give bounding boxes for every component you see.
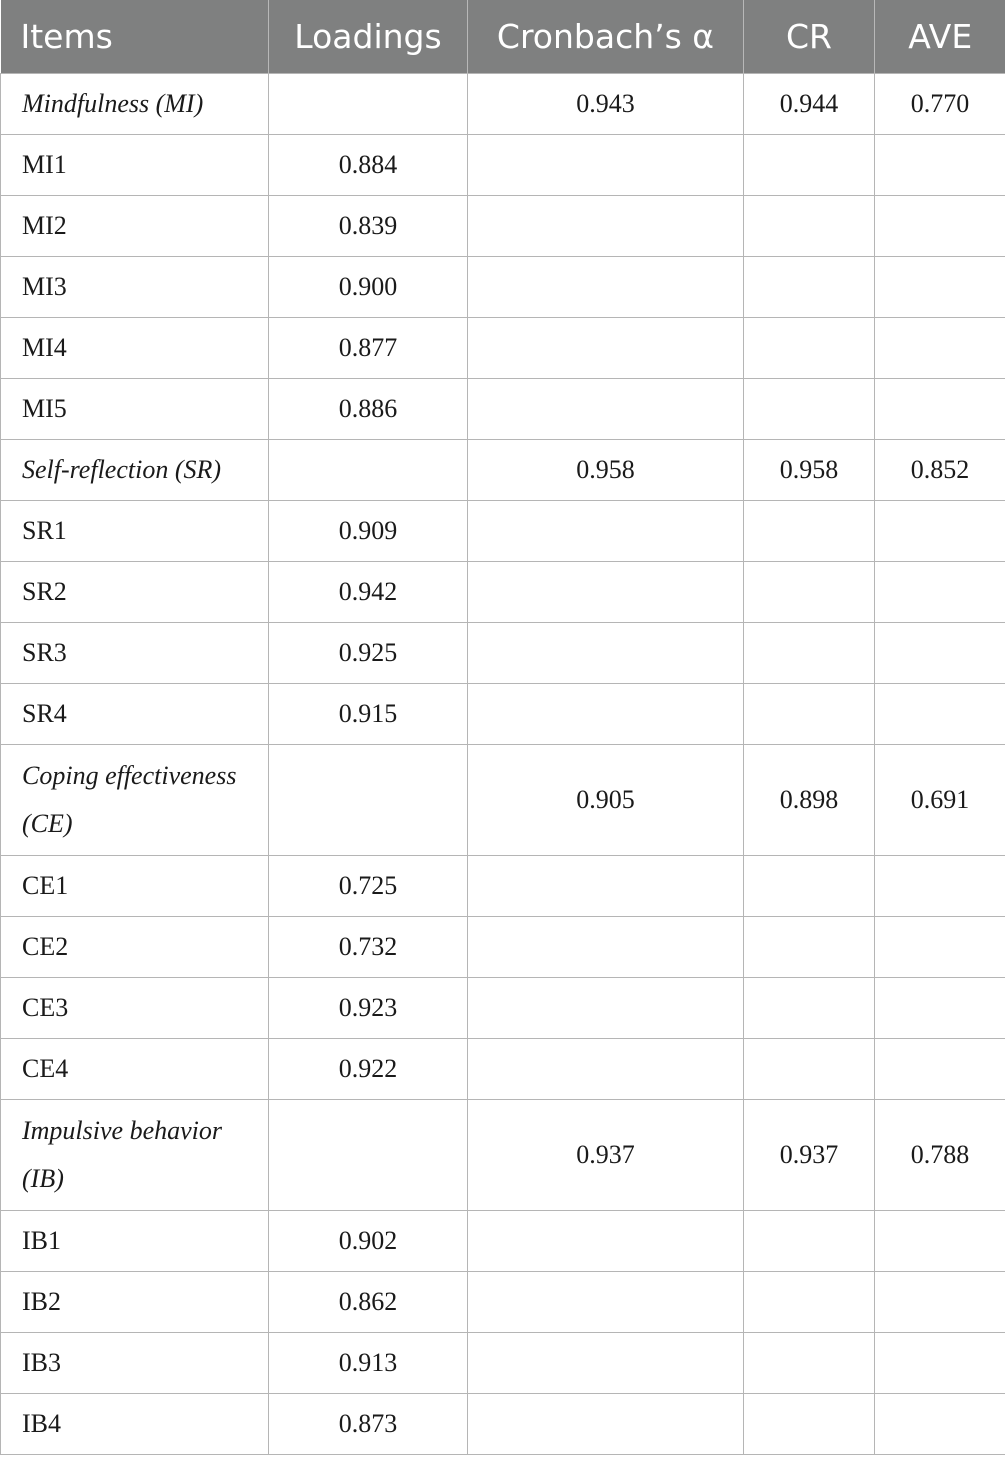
alpha-cell: [468, 1272, 744, 1333]
table-row: [1, 257, 1005, 318]
alpha-cell: 0.943: [468, 74, 744, 135]
item-cell: Coping effectiveness (CE): [1, 745, 269, 856]
item-cell: CE2: [1, 917, 269, 978]
cr-cell: 0.944: [744, 74, 875, 135]
alpha-cell: [468, 1394, 744, 1455]
item-cell: IB1: [1, 1211, 269, 1272]
loading-cell: 0.925: [269, 623, 468, 684]
loading-cell: 0.909: [269, 501, 468, 562]
alpha-cell: [468, 978, 744, 1039]
ave-cell: [875, 1272, 1005, 1333]
table-row: [1, 501, 1005, 562]
ave-cell: [875, 379, 1005, 440]
item-cell: MI5: [1, 379, 269, 440]
item-cell: CE3: [1, 978, 269, 1039]
alpha-cell: [468, 684, 744, 745]
item-cell: SR2: [1, 562, 269, 623]
alpha-cell: [468, 623, 744, 684]
loading-cell: 0.877: [269, 318, 468, 379]
table-row: [1, 1211, 1005, 1272]
table-row: [1, 623, 1005, 684]
cr-cell: [744, 1333, 875, 1394]
table-row: [1, 379, 1005, 440]
alpha-cell: 0.958: [468, 440, 744, 501]
table-row: [1, 917, 1005, 978]
alpha-cell: [468, 257, 744, 318]
ave-cell: [875, 135, 1005, 196]
cr-cell: [744, 1394, 875, 1455]
ave-cell: [875, 684, 1005, 745]
item-cell: SR3: [1, 623, 269, 684]
ave-cell: [875, 917, 1005, 978]
table-row: [1, 684, 1005, 745]
item-cell: IB4: [1, 1394, 269, 1455]
alpha-cell: [468, 318, 744, 379]
alpha-cell: 0.905: [468, 745, 744, 856]
table-header: [1, 0, 1005, 74]
ave-cell: [875, 856, 1005, 917]
item-cell: CE1: [1, 856, 269, 917]
alpha-cell: [468, 501, 744, 562]
cr-cell: [744, 1211, 875, 1272]
item-cell: CE4: [1, 1039, 269, 1100]
ave-cell: [875, 318, 1005, 379]
alpha-cell: [468, 196, 744, 257]
ave-cell: [875, 257, 1005, 318]
cr-cell: [744, 135, 875, 196]
cr-cell: 0.937: [744, 1100, 875, 1211]
table-body: [1, 74, 1005, 1455]
alpha-cell: [468, 856, 744, 917]
table-row: [1, 135, 1005, 196]
construct-row: [1, 74, 1005, 135]
header-loadings: Loadings: [269, 0, 468, 74]
cr-cell: [744, 856, 875, 917]
ave-cell: [875, 1333, 1005, 1394]
ave-cell: [875, 501, 1005, 562]
alpha-cell: [468, 1211, 744, 1272]
header-items: Items: [1, 0, 269, 74]
alpha-cell: [468, 135, 744, 196]
loading-cell: [269, 745, 468, 856]
cr-cell: [744, 917, 875, 978]
construct-row: [1, 745, 1005, 856]
ave-cell: [875, 1394, 1005, 1455]
item-cell: SR1: [1, 501, 269, 562]
loading-cell: 0.922: [269, 1039, 468, 1100]
loading-cell: 0.913: [269, 1333, 468, 1394]
cr-cell: 0.958: [744, 440, 875, 501]
table-row: [1, 1333, 1005, 1394]
loading-cell: [269, 440, 468, 501]
ave-cell: 0.852: [875, 440, 1005, 501]
cr-cell: [744, 562, 875, 623]
table-row: [1, 562, 1005, 623]
construct-row: [1, 1100, 1005, 1211]
cr-cell: [744, 1039, 875, 1100]
loading-cell: 0.923: [269, 978, 468, 1039]
loading-cell: 0.839: [269, 196, 468, 257]
item-cell: IB2: [1, 1272, 269, 1333]
item-cell: MI1: [1, 135, 269, 196]
item-cell: Self-reflection (SR): [1, 440, 269, 501]
ave-cell: [875, 1211, 1005, 1272]
header-ave: AVE: [875, 0, 1005, 74]
ave-cell: [875, 1039, 1005, 1100]
loading-cell: 0.732: [269, 917, 468, 978]
ave-cell: [875, 196, 1005, 257]
item-cell: MI4: [1, 318, 269, 379]
table-row: [1, 856, 1005, 917]
item-cell: Mindfulness (MI): [1, 74, 269, 135]
item-cell: SR4: [1, 684, 269, 745]
cr-cell: [744, 379, 875, 440]
header-cr: CR: [744, 0, 875, 74]
item-cell: Impulsive behavior (IB): [1, 1100, 269, 1211]
loading-cell: 0.873: [269, 1394, 468, 1455]
alpha-cell: [468, 562, 744, 623]
loading-cell: 0.725: [269, 856, 468, 917]
table-row: [1, 1039, 1005, 1100]
alpha-cell: [468, 917, 744, 978]
loading-cell: 0.862: [269, 1272, 468, 1333]
ave-cell: 0.691: [875, 745, 1005, 856]
loading-cell: [269, 74, 468, 135]
cr-cell: [744, 1272, 875, 1333]
cr-cell: 0.898: [744, 745, 875, 856]
ave-cell: [875, 623, 1005, 684]
table-row: [1, 318, 1005, 379]
cr-cell: [744, 978, 875, 1039]
table-row: [1, 196, 1005, 257]
table-row: [1, 978, 1005, 1039]
header-cronbach-alpha: Cronbach’s α: [468, 0, 744, 74]
cr-cell: [744, 318, 875, 379]
table-row: [1, 1272, 1005, 1333]
ave-cell: [875, 978, 1005, 1039]
ave-cell: 0.788: [875, 1100, 1005, 1211]
cr-cell: [744, 196, 875, 257]
ave-cell: 0.770: [875, 74, 1005, 135]
loading-cell: 0.942: [269, 562, 468, 623]
item-cell: MI3: [1, 257, 269, 318]
loading-cell: 0.884: [269, 135, 468, 196]
item-cell: IB3: [1, 1333, 269, 1394]
ave-cell: [875, 562, 1005, 623]
cr-cell: [744, 623, 875, 684]
loading-cell: 0.900: [269, 257, 468, 318]
loading-cell: [269, 1100, 468, 1211]
alpha-cell: [468, 1333, 744, 1394]
alpha-cell: [468, 379, 744, 440]
item-cell: MI2: [1, 196, 269, 257]
loading-cell: 0.886: [269, 379, 468, 440]
loading-cell: 0.902: [269, 1211, 468, 1272]
loading-cell: 0.915: [269, 684, 468, 745]
header-row: [1, 0, 1005, 74]
table-row: [1, 1394, 1005, 1455]
cr-cell: [744, 257, 875, 318]
alpha-cell: [468, 1039, 744, 1100]
cr-cell: [744, 684, 875, 745]
construct-row: [1, 440, 1005, 501]
cr-cell: [744, 501, 875, 562]
alpha-cell: 0.937: [468, 1100, 744, 1211]
